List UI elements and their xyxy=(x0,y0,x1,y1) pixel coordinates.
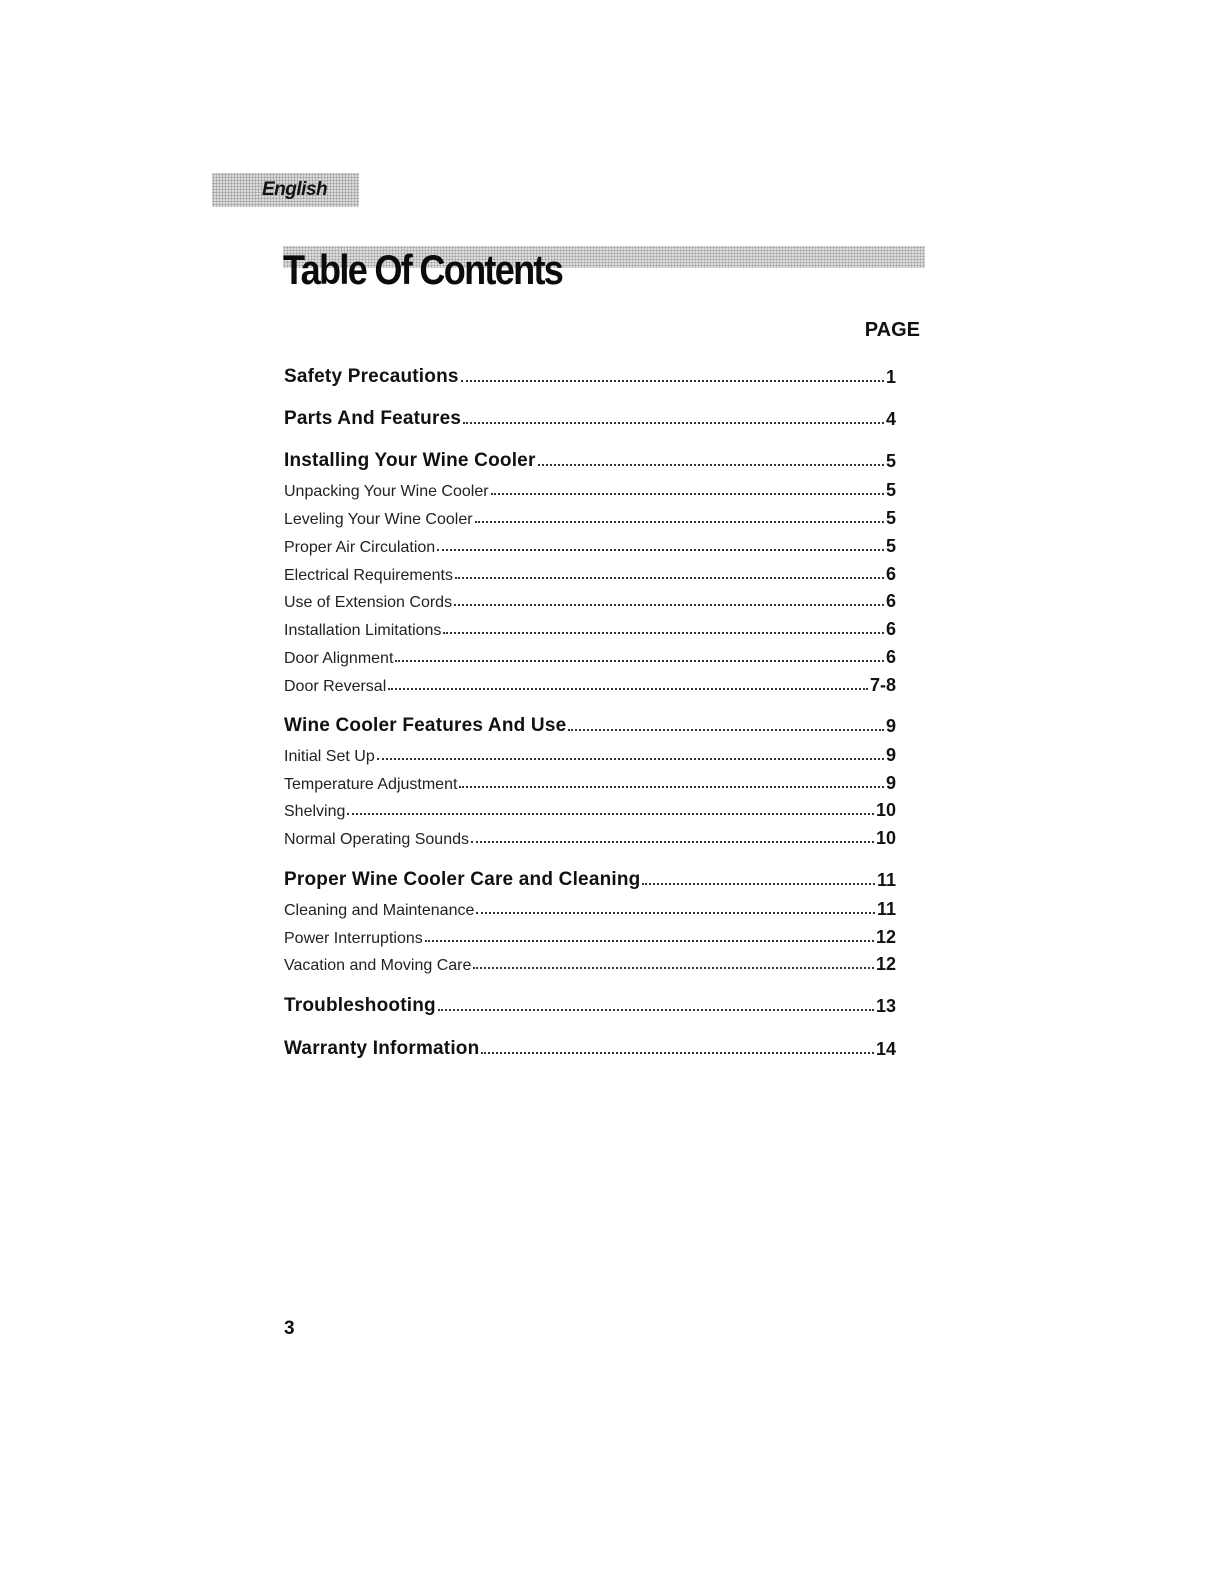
toc-entry-page: 7-8 xyxy=(869,675,896,695)
dot-leader xyxy=(459,786,884,788)
toc-entry-page: 10 xyxy=(875,828,896,848)
dot-leader xyxy=(476,912,875,914)
toc-entry-label: Installation Limitations xyxy=(284,622,442,639)
dot-leader xyxy=(437,549,884,551)
toc-entry-page: 11 xyxy=(876,870,896,890)
toc-entry-page: 4 xyxy=(885,409,896,429)
dot-leader xyxy=(475,521,884,523)
toc-entry xyxy=(284,711,896,737)
toc-entry-label: Wine Cooler Features And Use xyxy=(284,715,567,736)
toc-entry-page: 6 xyxy=(885,564,896,584)
toc-entry-page: 6 xyxy=(885,591,896,611)
toc-entry xyxy=(284,446,896,472)
toc-entry-label: Parts And Features xyxy=(284,408,462,429)
toc-entry xyxy=(284,1034,896,1060)
dot-leader xyxy=(473,967,874,969)
toc-entry xyxy=(284,670,896,696)
dot-leader xyxy=(481,1052,874,1054)
toc-entry-page: 10 xyxy=(875,800,896,820)
dot-leader xyxy=(377,758,884,760)
dot-leader xyxy=(461,380,884,382)
toc-entry-label: Warranty Information xyxy=(284,1038,480,1059)
toc-entry xyxy=(284,531,896,557)
toc-entry-label: Proper Wine Cooler Care and Cleaning xyxy=(284,869,641,890)
dot-leader xyxy=(425,940,874,942)
toc-entry-label: Safety Precautions xyxy=(284,366,459,387)
page-column-header: PAGE xyxy=(864,319,920,341)
dot-leader xyxy=(568,729,884,731)
toc-entry-page: 9 xyxy=(885,773,896,793)
toc-entry-label: Troubleshooting xyxy=(284,995,436,1016)
toc-entry-page: 5 xyxy=(885,508,896,528)
toc-entry-label: Temperature Adjustment xyxy=(284,776,458,793)
toc-entry-page: 14 xyxy=(875,1039,896,1059)
toc-entry-page: 5 xyxy=(885,451,896,471)
dot-leader xyxy=(471,841,874,843)
toc-entry xyxy=(284,922,896,948)
toc-entry-page: 6 xyxy=(885,647,896,667)
toc-entry xyxy=(284,586,896,612)
toc-entry-page: 6 xyxy=(885,619,896,639)
toc-entry xyxy=(284,404,896,430)
toc-entry-page: 5 xyxy=(885,480,896,500)
dot-leader xyxy=(642,883,874,885)
toc-entry-label: Installing Your Wine Cooler xyxy=(284,450,536,471)
dot-leader xyxy=(347,813,874,815)
toc-entry xyxy=(284,949,896,975)
toc-entry xyxy=(284,475,896,501)
toc-entry xyxy=(284,642,896,668)
toc-entry-page: 1 xyxy=(885,367,896,387)
dot-leader xyxy=(538,464,884,466)
toc-entry-label: Leveling Your Wine Cooler xyxy=(284,511,473,528)
language-tab xyxy=(212,173,359,207)
toc-entry xyxy=(284,768,896,794)
dot-leader xyxy=(395,660,884,662)
dot-leader xyxy=(454,604,884,606)
toc-entry-label: Initial Set Up xyxy=(284,748,375,765)
dot-leader xyxy=(438,1009,874,1011)
toc-entry-label: Normal Operating Sounds xyxy=(284,831,469,848)
toc-entry-label: Door Alignment xyxy=(284,650,394,667)
page-title: Table Of Contents xyxy=(283,246,563,293)
toc-entry xyxy=(284,991,896,1017)
dot-leader xyxy=(455,577,884,579)
toc-entry xyxy=(284,503,896,529)
toc-entry-label: Proper Air Circulation xyxy=(284,539,436,556)
toc-entry-page: 11 xyxy=(876,899,896,919)
toc-entry xyxy=(284,740,896,766)
toc-entry-label: Door Reversal xyxy=(284,678,387,695)
toc-entry xyxy=(284,865,896,891)
toc-entry-label: Cleaning and Maintenance xyxy=(284,902,475,919)
dot-leader xyxy=(491,493,884,495)
language-label: English xyxy=(262,179,328,200)
dot-leader xyxy=(443,632,884,634)
toc-entry xyxy=(284,559,896,585)
toc-entry-page: 5 xyxy=(885,536,896,556)
toc-entry-page: 9 xyxy=(885,716,896,736)
toc-entry xyxy=(284,362,896,388)
toc-entry xyxy=(284,823,896,849)
toc-entry-label: Unpacking Your Wine Cooler xyxy=(284,483,489,500)
toc-entry-page: 9 xyxy=(885,745,896,765)
toc-entry-label: Power Interruptions xyxy=(284,930,423,947)
toc-entry-label: Vacation and Moving Care xyxy=(284,957,472,974)
dot-leader xyxy=(388,688,868,690)
toc-entry-page: 13 xyxy=(875,996,896,1016)
toc-entry xyxy=(284,894,896,920)
toc-entry xyxy=(284,795,896,821)
toc-entry-label: Use of Extension Cords xyxy=(284,594,453,611)
toc-entry-page: 12 xyxy=(875,927,896,947)
dot-leader xyxy=(463,422,884,424)
toc-entry-page: 12 xyxy=(875,954,896,974)
toc-entry xyxy=(284,614,896,640)
toc-entry-label: Shelving xyxy=(284,803,346,820)
page-number: 3 xyxy=(284,1318,295,1339)
toc-entry-label: Electrical Requirements xyxy=(284,567,453,584)
